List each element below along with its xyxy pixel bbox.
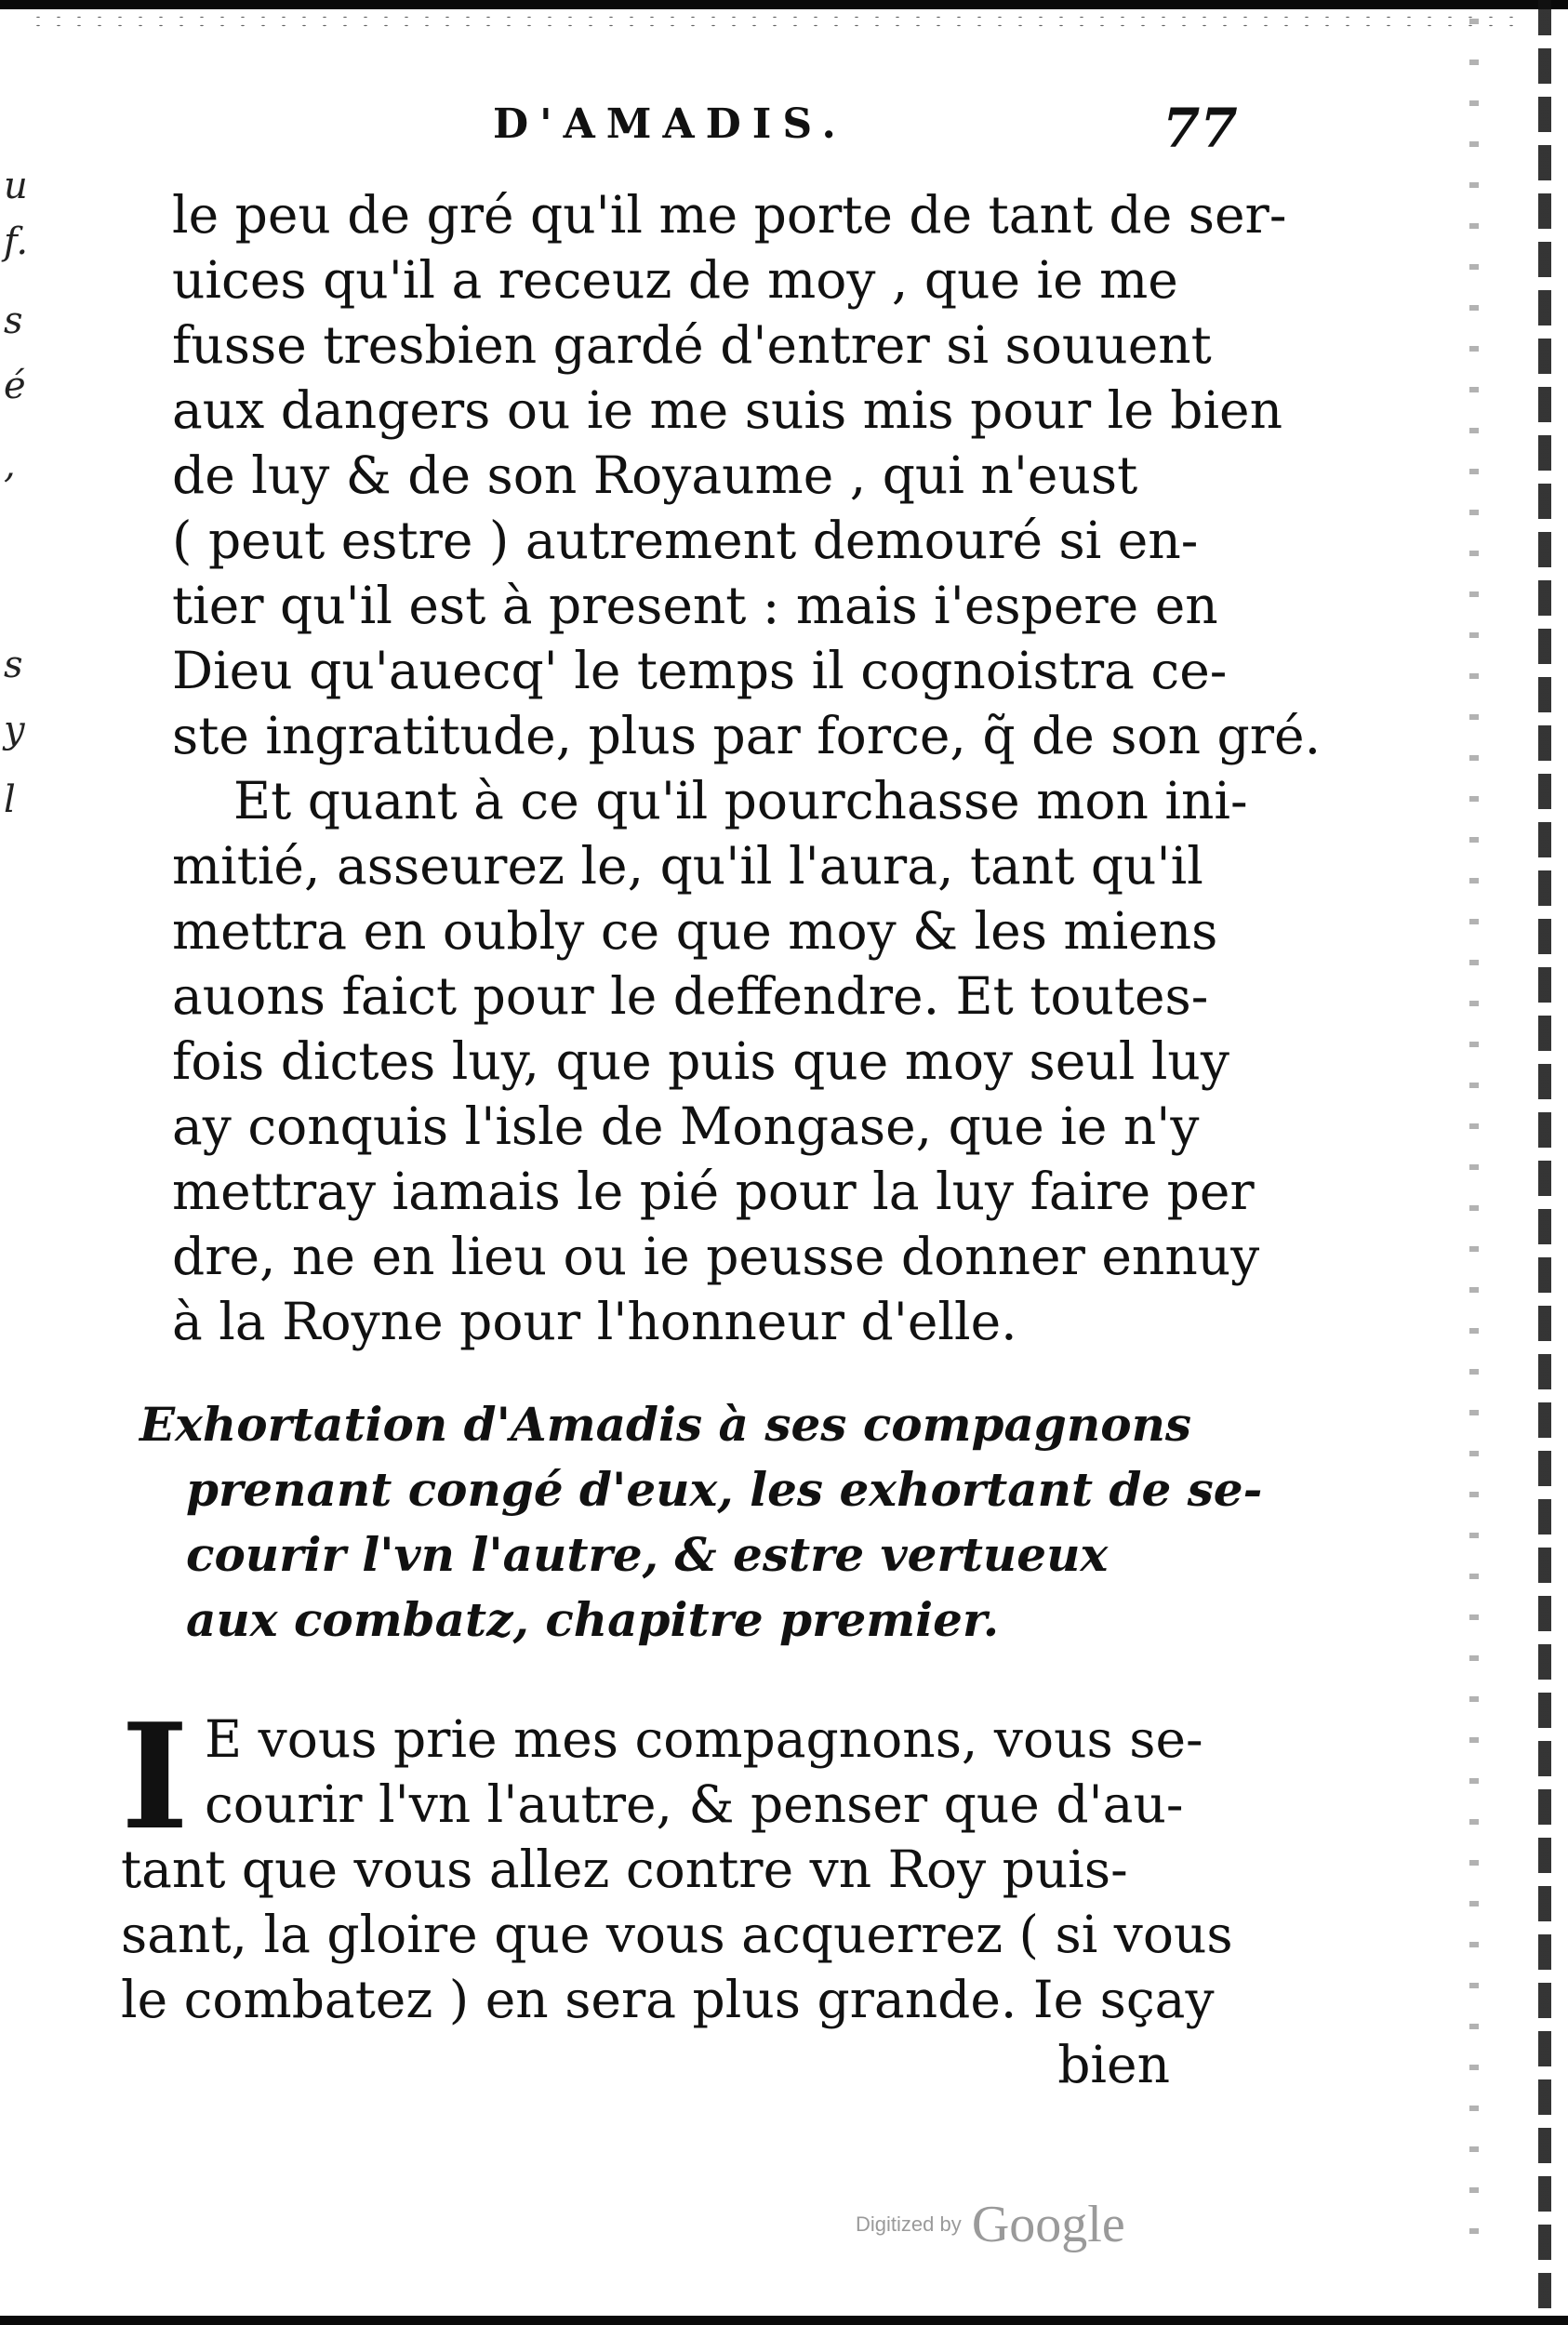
margin-fragment: y [4,709,25,751]
text-line: sant, la gloire que vous acquerrez ( si vous [121,1905,1233,1964]
text-line: courir l'vn l'autre, & penser que d'au- [205,1774,1184,1834]
catchword: bien [1057,2035,1170,2094]
page-number: 77 [1163,97,1238,160]
heading-line: aux combatz, chapitre premier. [186,1592,1000,1647]
facing-page-bleed [0,167,37,837]
chapter-heading [140,1392,1263,1653]
text-line: E vous prie mes compagnons, vous se- [205,1709,1203,1769]
chapter-paragraph [121,1692,1233,2097]
scan-right-margin-noise [1469,19,1479,2251]
scan-top-noise [28,13,1516,28]
margin-fragment: s [4,299,23,342]
margin-fragment: f. [4,220,29,263]
text-line: fusse tresbien gardé d'entrer si souuent [172,315,1212,375]
text-line: le peu de gré qu'il me porte de tant de ser- [172,185,1287,245]
text-line: ste ingratitude, plus par force, q̃ de son gré. [172,706,1322,765]
watermark-brand: Google [971,2196,1125,2253]
text-line: ( peut estre ) autrement demouré si en- [172,511,1199,570]
margin-fragment: s [4,644,23,686]
margin-fragment: , [4,444,16,486]
text-line: fois dictes luy, que puis que moy seul luy [172,1031,1229,1091]
text-line: auons faict pour le deffendre. Et toutes- [172,966,1209,1026]
digitized-watermark [856,2195,1125,2254]
scan-right-edge [1538,0,1551,2325]
text-line: à la Royne pour l'honneur d'elle. [172,1292,1017,1351]
margin-fragment: é [4,365,26,407]
heading-line: courir l'vn l'autre, & estre vertueux [186,1527,1109,1582]
text-line: dre, ne en lieu ou ie peusse donner ennuy [172,1227,1260,1286]
text-line: de luy & de son Royaume , qui n'eust [172,445,1138,505]
heading-line: Exhortation d'Amadis à ses compagnons [140,1397,1192,1452]
text-line: tier qu'il est à present : mais i'espere en [172,576,1218,635]
scan-bottom-border [0,2310,1568,2325]
text-line: mettray iamais le pié pour la luy faire per [172,1162,1255,1221]
margin-fragment: l [4,778,16,821]
text-line: mitié, asseurez le, qu'il l'aura, tant qu'il [172,836,1203,896]
text-line: Dieu qu'auecq' le temps il cognoistra ce- [172,641,1228,700]
margin-fragment: u [4,165,28,207]
drop-cap: I [121,1692,189,1862]
running-title: D'AMADIS. [493,100,847,148]
text-line: tant que vous allez contre vn Roy puis- [121,1840,1128,1899]
body-paragraph [172,182,1322,1354]
text-line: le combatez ) en sera plus grande. Ie sçay [121,1970,1215,2029]
watermark-prefix: Digitized by [856,2212,962,2236]
text-line: Et quant à ce qu'il pourchasse mon ini- [233,771,1248,830]
heading-line: prenant congé d'eux, les exhortant de se- [186,1462,1263,1517]
text-line: ay conquis l'isle de Mongase, que ie n'y [172,1096,1200,1156]
text-line: mettra en oubly ce que moy & les miens [172,901,1218,961]
text-line: uices qu'il a receuz de moy , que ie me [172,250,1178,310]
text-line: aux dangers ou ie me suis mis pour le bien [172,380,1283,440]
